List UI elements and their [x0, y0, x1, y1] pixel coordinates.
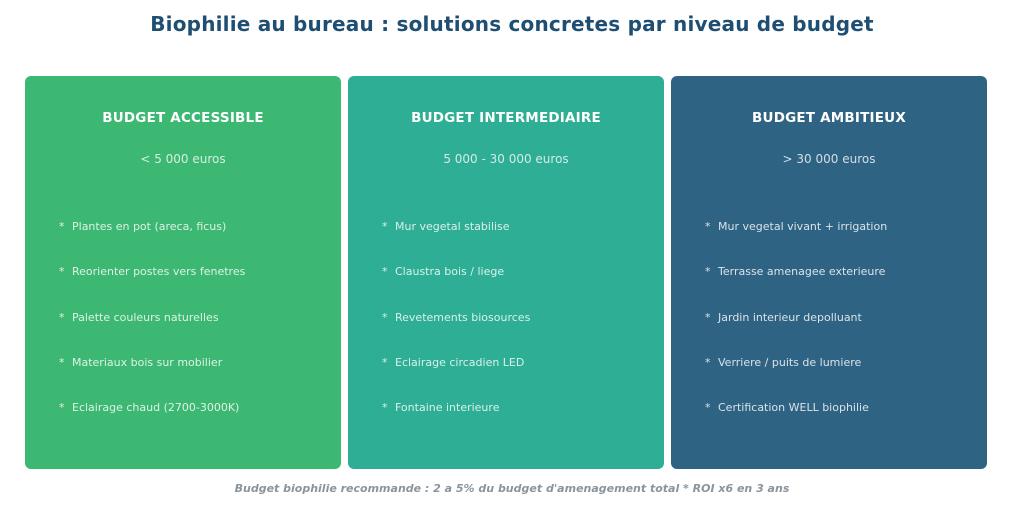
list-item: [59, 311, 245, 356]
bullet-icon: *: [59, 355, 65, 369]
list-item: [382, 265, 530, 310]
bullet-icon: *: [705, 265, 711, 279]
bullet-icon: *: [382, 355, 388, 369]
bullet-icon: *: [382, 220, 388, 233]
bullet-icon: *: [705, 220, 711, 233]
list-item-text: Plantes en pot (areca, ficus): [72, 220, 227, 233]
list-item: [382, 220, 530, 265]
budget-cards: [25, 76, 987, 469]
bullet-icon: *: [59, 220, 65, 233]
list-item-text: Claustra bois / liege: [395, 265, 505, 279]
list-item-text: Certification WELL biophilie: [718, 401, 869, 415]
page-title: Biophilie au bureau : solutions concretes par niveau de budget: [150, 12, 874, 36]
list-item: [59, 356, 245, 401]
list-item-text: Jardin interieur depolluant: [718, 310, 862, 324]
list-item-text: Mur vegetal stabilise: [395, 220, 510, 233]
bullet-icon: *: [382, 401, 388, 415]
list-item: [705, 265, 887, 310]
card-budget-range: > 30 000 euros: [782, 152, 876, 166]
footer-note: Budget biophilie recommande : 2 a 5% du budget d'amenagement total * ROI x6 en 3 ans: [234, 482, 790, 495]
list-item: [59, 220, 245, 265]
card-budget-intermediaire: [348, 76, 664, 469]
list-item: [59, 265, 245, 310]
card-budget-range: 5 000 - 30 000 euros: [443, 152, 569, 166]
bullet-icon: *: [59, 401, 65, 415]
card-title: BUDGET AMBITIEUX: [752, 110, 906, 126]
list-item: [382, 356, 530, 401]
list-item: [705, 401, 887, 446]
bullet-icon: *: [705, 355, 711, 369]
card-item-list: [382, 220, 530, 446]
list-item-text: Reorienter postes vers fenetres: [72, 265, 246, 279]
card-item-list: [705, 220, 887, 446]
card-budget-ambitieux: [671, 76, 987, 469]
list-item: [59, 401, 245, 446]
list-item-text: Verriere / puits de lumiere: [718, 355, 862, 369]
list-item: [705, 356, 887, 401]
list-item-text: Terrasse amenagee exterieure: [718, 265, 886, 279]
list-item: [705, 220, 887, 265]
card-budget-accessible: [25, 76, 341, 469]
list-item-text: Eclairage chaud (2700-3000K): [72, 401, 240, 415]
list-item: [382, 311, 530, 356]
card-title: BUDGET ACCESSIBLE: [102, 110, 264, 126]
list-item-text: Eclairage circadien LED: [395, 355, 525, 369]
list-item-text: Mur vegetal vivant + irrigation: [718, 220, 888, 233]
bullet-icon: *: [59, 265, 65, 279]
bullet-icon: *: [59, 310, 65, 324]
list-item-text: Revetements biosources: [395, 310, 531, 324]
card-budget-range: < 5 000 euros: [140, 152, 226, 166]
card-title: BUDGET INTERMEDIAIRE: [411, 110, 601, 126]
bullet-icon: *: [705, 310, 711, 324]
list-item: [382, 401, 530, 446]
bullet-icon: *: [382, 310, 388, 324]
list-item-text: Palette couleurs naturelles: [72, 310, 219, 324]
bullet-icon: *: [382, 265, 388, 279]
list-item-text: Materiaux bois sur mobilier: [72, 355, 223, 369]
list-item: [705, 311, 887, 356]
card-item-list: [59, 220, 245, 446]
bullet-icon: *: [705, 401, 711, 415]
list-item-text: Fontaine interieure: [395, 401, 500, 415]
